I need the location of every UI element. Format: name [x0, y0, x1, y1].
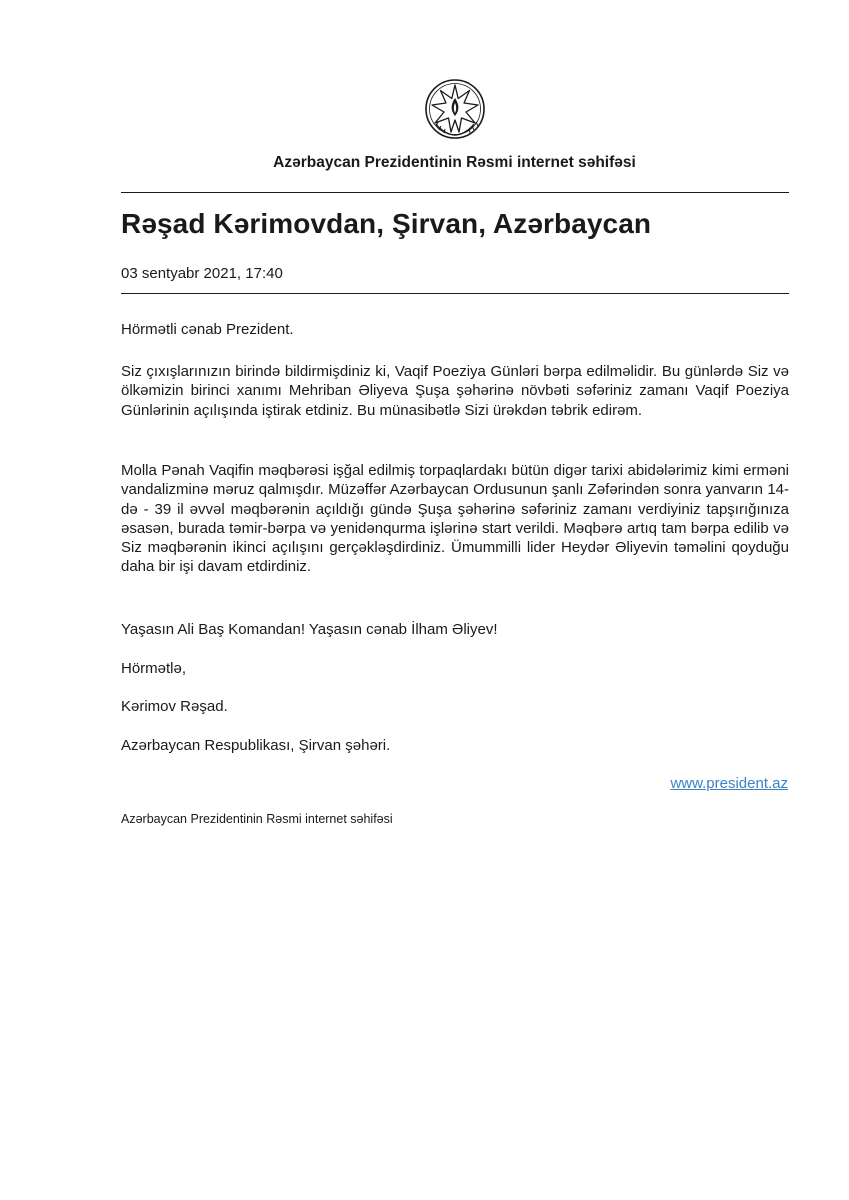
salutation: Hörmətli cənab Prezident.	[121, 321, 294, 338]
divider-bottom	[121, 293, 789, 294]
paragraph-2: Molla Pənah Vaqifin məqbərəsi işğal edilmiş torpaqlardakı bütün digər tarixi abidələrimiz kimi erməni vandalizminə məruz qalmışdır. Müzəffər Azərbaycan Ordusunun şanlı Zəfərindən sonra yanvarın 14-də - 39 il əvvəl məqbərənin açıldığı gündə Şuşa şəhərinə səfəriniz zamanı verdiyiniz tapşırığınıza əsasən, burada təmir-bərpa və yenidənqurma işlərinə start verildi. Məqbərə artıq tam bərpa edilib və Siz məqbərənin ikinci açılışını gerçəkləşdirdiniz. Ümummilli lider Heydər Əliyevin təməlini qoyduğu daha bir işi davam etdirdiniz.	[121, 462, 789, 576]
state-emblem-icon	[424, 78, 486, 140]
signature-name: Kərimov Rəşad.	[121, 698, 228, 715]
article-date: 03 sentyabr 2021, 17:40	[121, 265, 283, 282]
footer-text: Azərbaycan Prezidentinin Rəsmi internet səhifəsi	[121, 812, 393, 826]
signature-place: Azərbaycan Respublikası, Şirvan şəhəri.	[121, 737, 391, 754]
site-title: Azərbaycan Prezidentinin Rəsmi internet səhifəsi	[273, 154, 636, 171]
divider-top	[121, 192, 789, 193]
article-title: Rəşad Kərimovdan, Şirvan, Azərbaycan	[121, 208, 652, 239]
paragraph-1: Siz çıxışlarınızın birində bildirmişdiniz ki, Vaqif Poeziya Günləri bərpa edilməlidir. Bu günlərdə Siz və ölkəmizin birinci xanımı Mehriban Əliyeva Şuşa şəhərinə növbəti səfəriniz zamanı Vaqif Poeziya Günlərinin açılışında iştirak etdiniz. Bu münasibətlə Sizi ürəkdən təbrik edirəm.	[121, 363, 789, 419]
paragraph-3: Yaşasın Ali Baş Komandan! Yaşasın cənab İlham Əliyev!	[121, 621, 498, 638]
source-link[interactable]: www.president.az	[670, 775, 788, 792]
closing: Hörmətlə,	[121, 660, 187, 677]
